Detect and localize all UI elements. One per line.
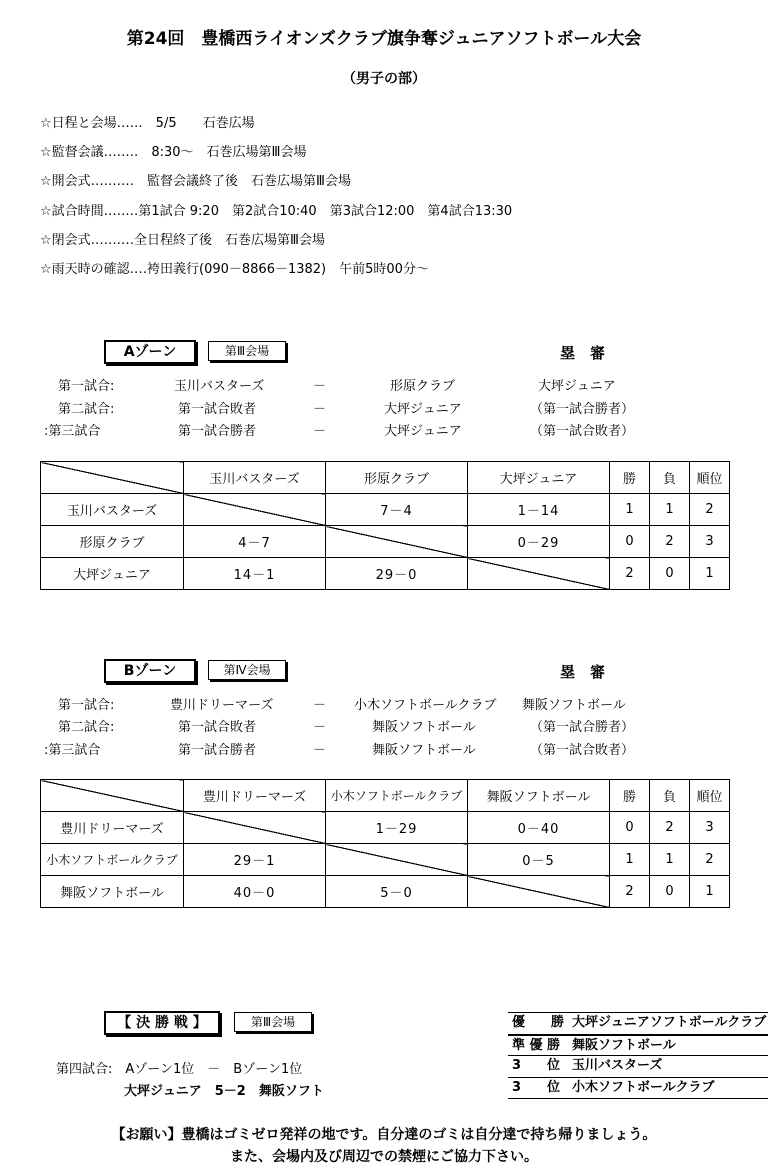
- column-header: 形原クラブ: [326, 462, 468, 494]
- standing-row-champion: [508, 1012, 768, 1033]
- footer-no-smoking: また、会場内及び周辺での禁煙にご協力下さい。: [230, 1149, 538, 1165]
- footer-request: 【お願い】豊橋はゴミゼロ発祥の地です。自分達のゴミは自分達で持ち帰りましょう。: [111, 1127, 657, 1143]
- rank-cell: 2: [690, 844, 730, 876]
- table-row: [41, 558, 730, 590]
- standing-label: 3 位: [512, 1058, 561, 1073]
- zone-b-match-1-sep: －: [313, 698, 327, 713]
- page-title: 第24回 豊橋西ライオンズクラブ旗争奪ジュニアソフトボール大会: [126, 29, 642, 49]
- score-cell: 1－14: [468, 494, 610, 526]
- zone-a-match-3-label: 第三試合:: [44, 424, 101, 439]
- score-cell: 0－5: [468, 844, 610, 876]
- zone-b-match-2-away: 舞阪ソフトボール: [372, 720, 476, 735]
- zone-b-match-3-umpire: （第一試合敗者）: [530, 743, 635, 758]
- final-label: 【 決 勝 戦 】: [104, 1011, 220, 1035]
- column-header-rank: 順位: [690, 780, 730, 812]
- losses-cell: 1: [650, 844, 690, 876]
- losses-cell: 2: [650, 526, 690, 558]
- zone-b-match-1-home: 豊川ドリーマーズ: [170, 698, 274, 713]
- zone-a-match-1-home: 玉川バスターズ: [174, 379, 265, 394]
- zone-b-label: Bゾーン: [104, 659, 196, 683]
- rank-cell: 1: [690, 876, 730, 908]
- zone-a-match-3-away: 大坪ジュニア: [384, 424, 462, 439]
- losses-cell: 0: [650, 558, 690, 590]
- standing-row-runner-up: [508, 1034, 768, 1056]
- column-header: 小木ソフトボールクラブ: [326, 780, 468, 812]
- column-header-losses: 負: [650, 462, 690, 494]
- info-game-times: ☆試合時間‥‥‥‥第1試合 9:20 第2試合10:40 第3試合12:00 第4試合13:30: [40, 204, 513, 219]
- info-rain-contact: ☆雨天時の確認‥‥袴田義行(090－8866－1382) 午前5時00分～: [40, 262, 429, 277]
- zone-a-match-1-umpire: 大坪ジュニア: [538, 379, 616, 394]
- zone-a-match-2-away: 大坪ジュニア: [384, 402, 462, 417]
- final-match: 第四試合: Aゾーン1位 － Bゾーン1位: [56, 1062, 303, 1077]
- standing-team: 大坪ジュニアソフトボールクラブ: [572, 1015, 767, 1030]
- wins-cell: 0: [610, 812, 650, 844]
- column-header: 舞阪ソフトボール: [468, 780, 610, 812]
- score-cell: 5－0: [326, 876, 468, 908]
- losses-cell: 1: [650, 494, 690, 526]
- losses-cell: 2: [650, 812, 690, 844]
- score-cell: 0－40: [468, 812, 610, 844]
- column-header: 豊川ドリーマーズ: [184, 780, 326, 812]
- diagonal-cell: [184, 812, 326, 844]
- zone-a-match-2-label: 第二試合:: [58, 402, 115, 417]
- score-cell: 4－7: [184, 526, 326, 558]
- final-venue: 第Ⅲ会場: [234, 1012, 312, 1032]
- zone-a-match-2-sep: －: [313, 402, 327, 417]
- column-header: 大坪ジュニア: [468, 462, 610, 494]
- standing-row-third-2: [508, 1077, 768, 1099]
- zone-b-match-2-label: 第二試合:: [58, 720, 115, 735]
- zone-b-match-1-away: 小木ソフトボールクラブ: [354, 698, 497, 713]
- table-row: [41, 494, 730, 526]
- diagonal-cell: [326, 526, 468, 558]
- table-header-row: [41, 780, 730, 812]
- diagonal-cell: [326, 844, 468, 876]
- corner-cell: [41, 780, 184, 812]
- info-opening-ceremony: ☆開会式‥‥‥‥‥ 監督会議終了後 石巻広場第Ⅲ会場: [40, 174, 352, 189]
- zone-a-match-3-sep: －: [313, 424, 327, 439]
- info-managers-meeting: ☆監督会議‥‥‥‥ 8:30～ 石巻広場第Ⅲ会場: [40, 145, 307, 160]
- final-result: 大坪ジュニア 5－2 舞阪ソフト: [124, 1084, 324, 1099]
- standing-label: 3 位: [512, 1080, 561, 1095]
- zone-a-match-1-label: 第一試合:: [58, 379, 115, 394]
- losses-cell: 0: [650, 876, 690, 908]
- row-team: 舞阪ソフトボール: [41, 876, 184, 908]
- corner-cell: [41, 462, 184, 494]
- zone-a-label: Aゾーン: [104, 340, 196, 364]
- wins-cell: 0: [610, 526, 650, 558]
- zone-b-venue: 第Ⅳ会場: [208, 660, 286, 680]
- row-team: 形原クラブ: [41, 526, 184, 558]
- score-cell: 7－4: [326, 494, 468, 526]
- zone-b-match-3-label: 第三試合:: [44, 743, 101, 758]
- table-header-row: [41, 462, 730, 494]
- rank-cell: 1: [690, 558, 730, 590]
- column-header-wins: 勝: [610, 780, 650, 812]
- table-row: [41, 876, 730, 908]
- diagonal-cell: [468, 876, 610, 908]
- zone-a-umpire-header: 塁 審: [560, 344, 606, 362]
- zone-a-match-3-home: 第一試合勝者: [178, 424, 257, 439]
- score-cell: 29－1: [184, 844, 326, 876]
- standing-team: 舞阪ソフトボール: [572, 1038, 676, 1053]
- zone-b-match-1-umpire: 舞阪ソフトボール: [522, 698, 626, 713]
- column-header-losses: 負: [650, 780, 690, 812]
- row-team: 大坪ジュニア: [41, 558, 184, 590]
- diagonal-cell: [468, 558, 610, 590]
- zone-a-match-2-home: 第一試合敗者: [178, 402, 257, 417]
- zone-b-match-2-umpire: （第一試合勝者）: [530, 720, 635, 735]
- info-schedule: ☆日程と会場‥‥‥ 5/5 石巻広場: [40, 116, 255, 131]
- standing-team: 玉川バスターズ: [572, 1058, 663, 1073]
- wins-cell: 2: [610, 558, 650, 590]
- column-header-wins: 勝: [610, 462, 650, 494]
- wins-cell: 2: [610, 876, 650, 908]
- score-cell: 29－0: [326, 558, 468, 590]
- score-cell: 0－29: [468, 526, 610, 558]
- row-team: 小木ソフトボールクラブ: [41, 844, 184, 876]
- zone-a-match-2-umpire: （第一試合勝者）: [530, 402, 635, 417]
- zone-b-match-2-sep: －: [313, 720, 327, 735]
- rank-cell: 3: [690, 812, 730, 844]
- standing-label: 優 勝: [512, 1015, 565, 1030]
- zone-b-results-table: [40, 779, 730, 908]
- standing-row-third-1: [508, 1055, 768, 1076]
- table-row: [41, 526, 730, 558]
- column-header: 玉川バスターズ: [184, 462, 326, 494]
- column-header-rank: 順位: [690, 462, 730, 494]
- zone-b-umpire-header: 塁 審: [560, 663, 606, 681]
- diagonal-cell: [184, 494, 326, 526]
- zone-b-match-3-home: 第一試合勝者: [178, 743, 257, 758]
- table-row: [41, 844, 730, 876]
- standing-team: 小木ソフトボールクラブ: [572, 1080, 715, 1095]
- zone-a-venue: 第Ⅲ会場: [208, 341, 286, 361]
- wins-cell: 1: [610, 844, 650, 876]
- row-team: 豊川ドリーマーズ: [41, 812, 184, 844]
- zone-b-match-2-home: 第一試合敗者: [178, 720, 257, 735]
- page-subtitle: （男子の部）: [342, 71, 426, 87]
- zone-b-match-3-away: 舞阪ソフトボール: [372, 743, 476, 758]
- zone-a-match-3-umpire: （第一試合敗者）: [530, 424, 635, 439]
- rank-cell: 3: [690, 526, 730, 558]
- info-closing-ceremony: ☆閉会式‥‥‥‥‥全日程終了後 石巻広場第Ⅲ会場: [40, 233, 326, 248]
- score-cell: 40－0: [184, 876, 326, 908]
- score-cell: 1－29: [326, 812, 468, 844]
- rank-cell: 2: [690, 494, 730, 526]
- standing-label: 準 優 勝: [512, 1038, 561, 1053]
- zone-a-results-table: [40, 461, 730, 590]
- zone-a-match-1-sep: －: [313, 379, 327, 394]
- row-team: 玉川バスターズ: [41, 494, 184, 526]
- wins-cell: 1: [610, 494, 650, 526]
- zone-b-match-3-sep: －: [313, 743, 327, 758]
- zone-b-match-1-label: 第一試合:: [58, 698, 115, 713]
- score-cell: 14－1: [184, 558, 326, 590]
- table-row: [41, 812, 730, 844]
- zone-a-match-1-away: 形原クラブ: [390, 379, 456, 394]
